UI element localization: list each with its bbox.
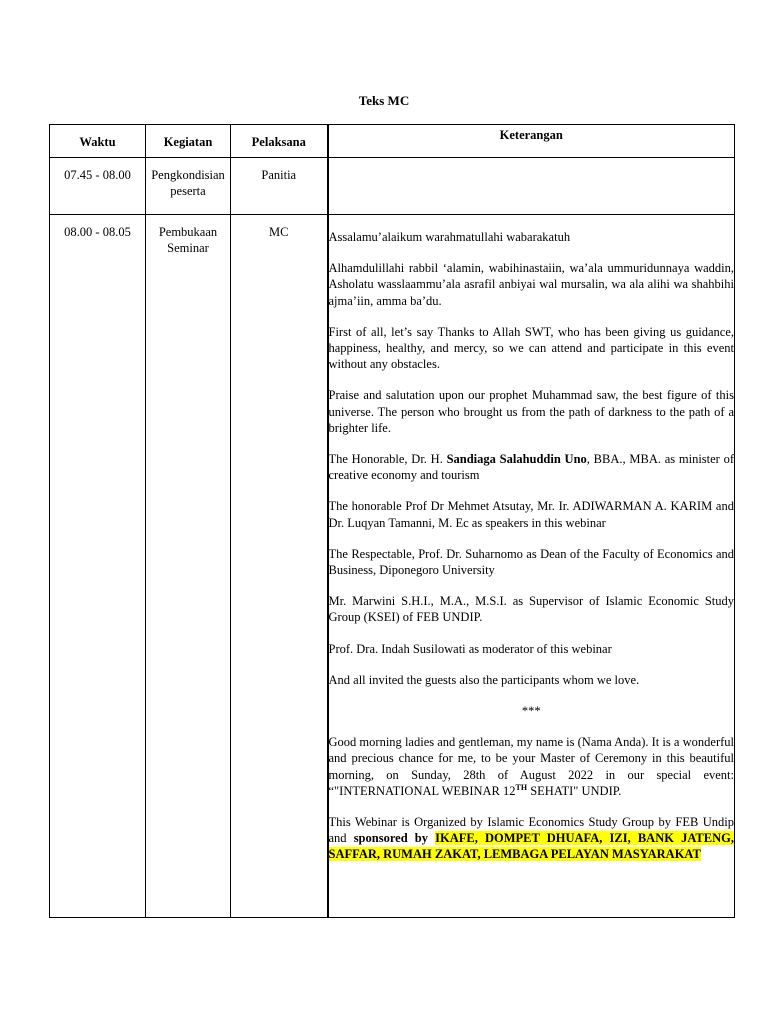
header-kegiatan: Kegiatan xyxy=(146,125,231,158)
cell-pelaksana: MC xyxy=(231,215,328,918)
script-text: Good morning ladies and gentleman, my name is (Nama Anda). It is a wonderful and precious chance for me, to be your Master of Ceremony in this beautiful morning, on Sunday, 28th of August 2022 in our special event: “"INTERNATIONAL WEBINAR 12 xyxy=(328,735,734,798)
cell-kegiatan: Pembukaan Seminar xyxy=(146,215,231,918)
script-opening-prayer: Alhamdulillahi rabbil ‘alamin, wabihinastaiin, wa’ala ummuridunnaya waddin, Asholatu wasslaammu’ala asrafil anbiyai wal mursalin, wa ala alihi wa shahbihi ajma’iin, amma ba’du. xyxy=(328,261,734,308)
cell-waktu: 07.45 - 08.00 xyxy=(50,158,146,215)
script-supervisor: Mr. Marwini S.H.I., M.A., M.S.I. as Supervisor of Islamic Economic Study Group (KSEI) of FEB UNDIP. xyxy=(328,594,734,625)
cell-keterangan xyxy=(328,158,735,215)
minister-name: Sandiaga Salahuddin Uno xyxy=(446,452,587,467)
script-text: SEHATI" UNDIP. xyxy=(527,783,622,798)
header-keterangan: Keterangan xyxy=(328,125,735,158)
mc-schedule-table xyxy=(49,124,735,918)
script-text: The Honorable, Dr. H. xyxy=(328,452,447,467)
script-dean: The Respectable, Prof. Dr. Suharnomo as Dean of the Faculty of Economics and Business, Diponegoro University xyxy=(328,546,734,578)
script-moderator: Prof. Dra. Indah Susilowati as moderator of this webinar xyxy=(328,641,612,656)
cell-keterangan-script xyxy=(328,215,735,918)
script-gratitude: First of all, let’s say Thanks to Allah SWT, who has been giving us guidance, happiness, healthy, and mercy, so we can attend and participate in this event without any obstacles. xyxy=(328,324,734,372)
header-waktu: Waktu xyxy=(50,125,146,158)
mc-script xyxy=(329,215,735,863)
cell-waktu: 08.00 - 08.05 xyxy=(50,215,146,918)
script-introduction xyxy=(329,734,735,799)
table-row xyxy=(50,215,735,918)
document-title: Teks MC xyxy=(358,93,410,108)
header-pelaksana: Pelaksana xyxy=(231,125,328,158)
sponsor-list-highlight: IKAFE, DOMPET DHUAFA, IZI, BANK JATENG, SAFFAR, RUMAH ZAKAT, LEMBAGA PELAYAN MASYARAKAT xyxy=(328,831,734,862)
script-salutation: Praise and salutation upon our prophet Muhammad saw, the best figure of this universe. The person who brought us from the path of darkness to the path of a brighter life. xyxy=(328,388,734,435)
table-row xyxy=(50,158,735,215)
cell-kegiatan: Pengkondisian peserta xyxy=(146,158,231,215)
script-guests: And all invited the guests also the participants whom we love. xyxy=(328,672,640,687)
cell-pelaksana: Panitia xyxy=(231,158,328,215)
script-separator: *** xyxy=(521,704,541,719)
table-header-row xyxy=(50,125,735,158)
script-text: This Webinar is Organized by Islamic Economics Study Group by FEB Undip and xyxy=(328,815,734,846)
sponsored-by-label: sponsored by xyxy=(353,831,436,846)
script-honorable-minister xyxy=(329,451,735,483)
script-greeting: Assalamu’alaikum warahmatullahi wabarakatuh xyxy=(328,230,571,244)
script-organizer xyxy=(329,814,735,863)
script-speakers: The honorable Prof Dr Mehmet Atsutay, Mr. Ir. ADIWARMAN A. KARIM and Dr. Luqyan Tamanni, M. Ec as speakers in this webinar xyxy=(328,499,734,530)
script-text: , BBA., MBA. as minister of creative economy and tourism xyxy=(328,452,734,483)
ordinal-suffix: TH xyxy=(515,782,528,792)
